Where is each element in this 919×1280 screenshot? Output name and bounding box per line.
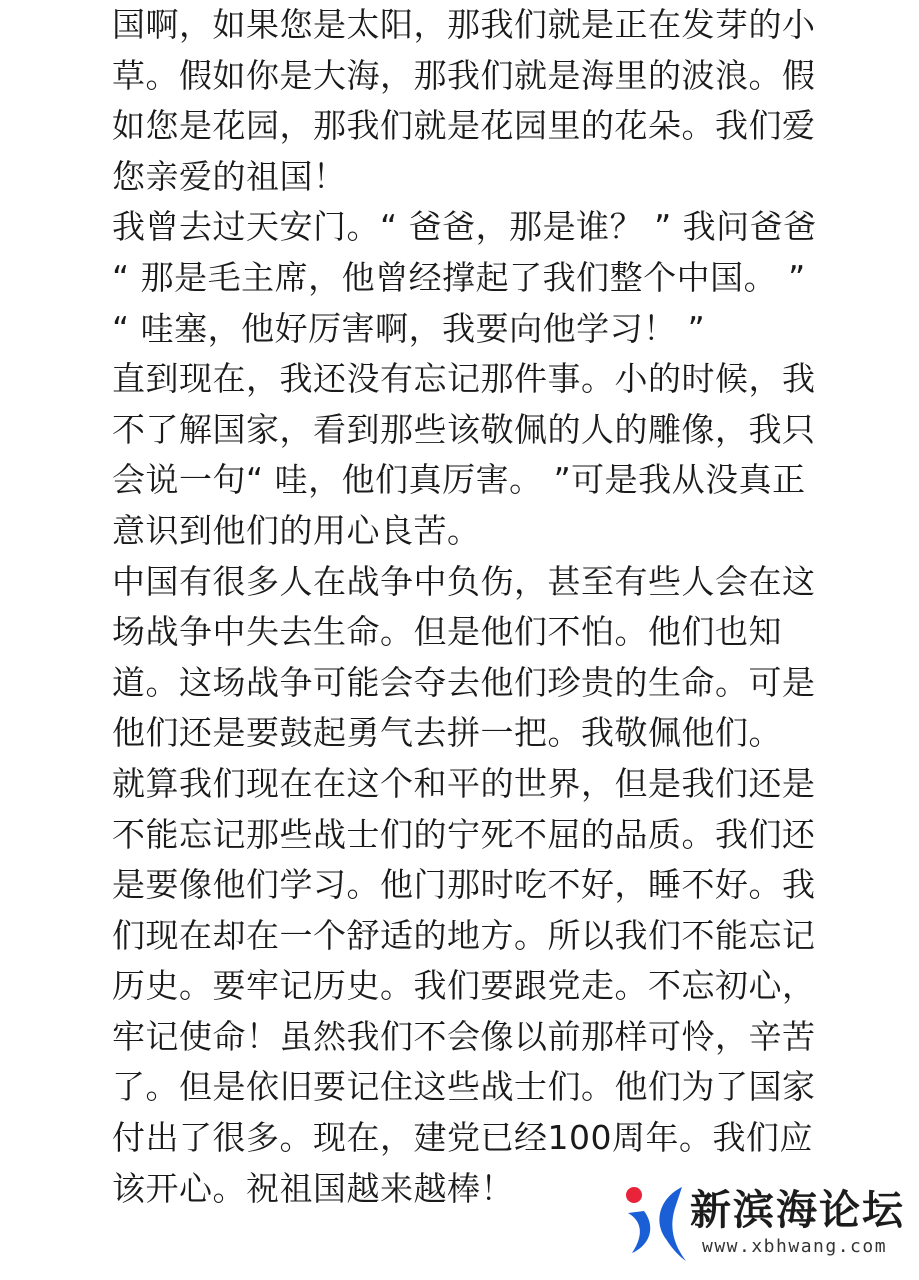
article-line: 您亲爱的祖国！: [112, 156, 347, 196]
article-line: 道。这场战争可能会夺去他们珍贵的生命。可是: [112, 662, 816, 702]
article-line: 草。假如你是大海，那我们就是海里的波浪。假: [112, 55, 816, 95]
article-line: “ 那是毛主席，他曾经撑起了我们整个中国。 ”: [112, 257, 806, 297]
article-line: 牢记使命！虽然我们不会像以前那样可怜，辛苦: [112, 1016, 816, 1056]
article-line: 们现在却在一个舒适的地方。所以我们不能忘记: [112, 915, 816, 955]
article-line: 会说一句“ 哇，他们真厉害。 ”可是我从没真正: [112, 460, 806, 500]
article-line: 他们还是要鼓起勇气去拼一把。我敬佩他们。: [112, 713, 782, 753]
logo-left-swoosh: [628, 1211, 650, 1253]
article-line: 付出了很多。现在，建党已经100周年。我们应: [112, 1118, 813, 1158]
article-line: 不能忘记那些战士们的宁死不屈的品质。我们还: [112, 814, 816, 854]
article-line: 如您是花园，那我们就是花园里的花朵。我们爱: [112, 106, 816, 146]
article-line: 国啊，如果您是太阳，那我们就是正在发芽的小: [112, 5, 816, 44]
article-line: 是要像他们学习。他门那时吃不好，睡不好。我: [112, 865, 816, 905]
site-watermark: [620, 1183, 915, 1268]
article-line: 我曾去过天安门。“ 爸爸，那是谁？ ” 我问爸爸: [112, 207, 817, 247]
watermark-url: www.xbhwang.com: [702, 1236, 888, 1257]
article-body: [112, 0, 817, 1214]
article-line: 该开心。祝祖国越来越棒！: [112, 1168, 514, 1208]
article-line: 了。但是依旧要记住这些战士们。他们为了国家: [112, 1067, 816, 1107]
watermark-site-name: 新滨海论坛: [690, 1186, 905, 1234]
article-line: 直到现在，我还没有忘记那件事。小的时候，我: [112, 359, 816, 399]
article-line: 场战争中失去生命。但是他们不怕。他们也知: [112, 612, 782, 652]
logo-red-dot: [626, 1187, 642, 1203]
article-line: 不了解国家，看到那些该敬佩的人的雕像，我只: [112, 409, 816, 449]
article-line: 就算我们现在在这个和平的世界，但是我们还是: [112, 763, 816, 803]
article-line: 意识到他们的用心良苦。: [112, 510, 481, 550]
xbh-logo-icon: [620, 1183, 690, 1263]
article-line: “ 哇塞，他好厉害啊，我要向他学习！ ”: [112, 308, 706, 348]
article-line: 历史。要牢记历史。我们要跟党走。不忘初心，: [112, 966, 816, 1006]
article-line: 中国有很多人在战争中负伤，甚至有些人会在这: [112, 561, 816, 601]
logo-right-swoosh: [659, 1187, 686, 1261]
